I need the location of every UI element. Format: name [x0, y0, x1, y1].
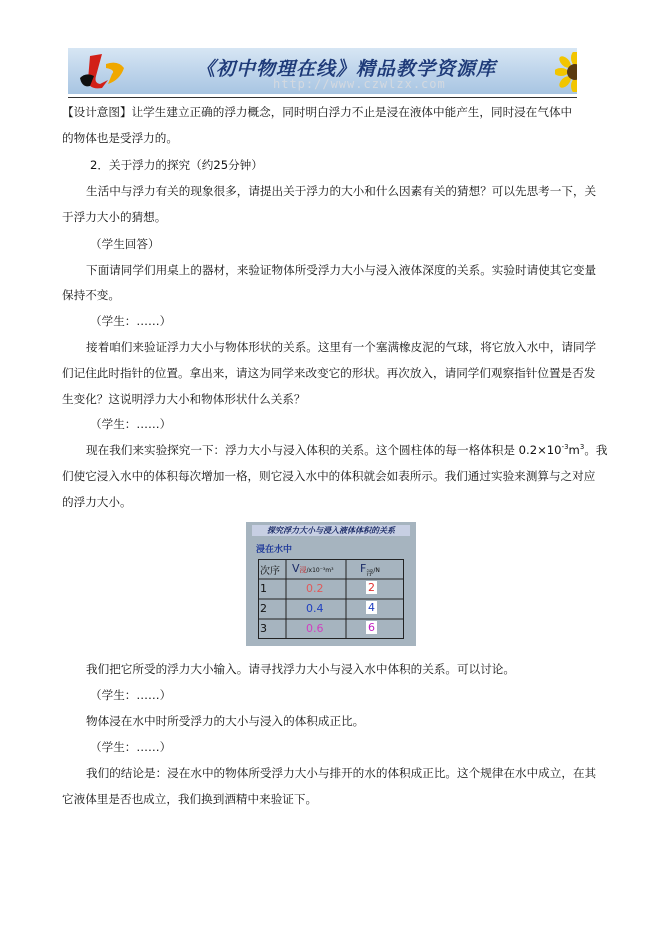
header-banner [68, 48, 577, 94]
table-cell: 2 [260, 602, 267, 615]
sunflower-icon [555, 52, 577, 92]
data-table [258, 559, 404, 639]
paragraph-line: 的浮力大小。 [62, 495, 132, 509]
table-cell: 0.2 [306, 582, 324, 595]
logo-icon [72, 50, 134, 92]
table-cell: 0.4 [306, 602, 324, 615]
student-note: （学生：……） [90, 688, 172, 702]
figure-title: 探究浮力大小与浸入液体体积的关系 [252, 525, 410, 536]
student-note: （学生：……） [90, 740, 172, 754]
table-cell: 3 [260, 622, 267, 635]
table-cell: 6 [368, 621, 375, 634]
header-title: 《初中物理在线》精品教学资源库 [196, 58, 497, 80]
paragraph-line: 们记住此时指针的位置。拿出来，请这为同学来改变它的形状。再次放入，请同学们观察指针位置是否发 [62, 366, 596, 380]
header-url: http://www.czwlzx.com [273, 77, 446, 91]
paragraph-line: 们使它浸入水中的体积每次增加一格，则它浸入水中的体积就会如表所示。我们通过实验来测算与之对应 [62, 469, 596, 483]
header-cell: $F_浮/N$ [360, 562, 380, 577]
paragraph-line: 生活中与浮力有关的现象很多，请提出关于浮力的大小和什么因素有关的猜想？可以先思考一下，关 [86, 184, 597, 198]
section-heading: 2．关于浮力的探究（约25分钟） [90, 158, 263, 172]
header-cell: 次序 [260, 566, 280, 577]
paragraph-line: 【设计意图】让学生建立正确的浮力概念，同时明白浮力不止是浸在液体中能产生，同时浸在气体中 [62, 105, 573, 119]
paragraph-line: 物体浸在水中时所受浮力的大小与浸入的体积成正比。 [86, 714, 365, 728]
table-cell: 4 [368, 601, 375, 614]
paragraph-line: 接着咱们来验证浮力大小与物体形状的关系。这里有一个塞满橡皮泥的气球，将它放入水中，请同学 [86, 340, 597, 354]
paragraph-line: 生变化？这说明浮力大小和物体形状什么关系？ [62, 392, 306, 406]
paragraph-line: 我们把它所受的浮力大小输入。请寻找浮力大小与浸入水中体积的关系。可以讨论。 [86, 662, 515, 676]
header-cell: V浸/x10⁻³m³ [292, 562, 334, 575]
paragraph-line: 于浮力大小的猜想。 [62, 210, 167, 224]
table-cell: 0.6 [306, 622, 324, 635]
paragraph-line: 下面请同学们用桌上的器材，来验证物体所受浮力大小与浸入液体深度的关系。实验时请使其它变量 [86, 263, 597, 277]
experiment-table-figure [246, 522, 416, 646]
table-cell: 2 [368, 581, 375, 594]
header-rule [68, 97, 577, 98]
student-note: （学生：……） [90, 417, 172, 431]
figure-subtitle: 浸在水中 [256, 545, 293, 555]
paragraph-line: 我们的结论是：浸在水中的物体所受浮力大小与排开的水的体积成正比。这个规律在水中成立，在其 [86, 766, 597, 780]
paragraph-line: 它液体里是否也成立，我们换到酒精中来验证下。 [62, 792, 318, 806]
student-note: （学生回答） [90, 237, 160, 251]
paragraph-line: 的物体也是受浮力的。 [62, 131, 178, 145]
paragraph-line: 保持不变。 [62, 288, 120, 302]
table-cell: 1 [260, 582, 267, 595]
paragraph-line: 现在我们来实验探究一下：浮力大小与浸入体积的关系。这个圆柱体的每一格体积是 $0.2\times 10^{-3}m^3$。我 [86, 443, 608, 457]
student-note: （学生：……） [90, 314, 172, 328]
